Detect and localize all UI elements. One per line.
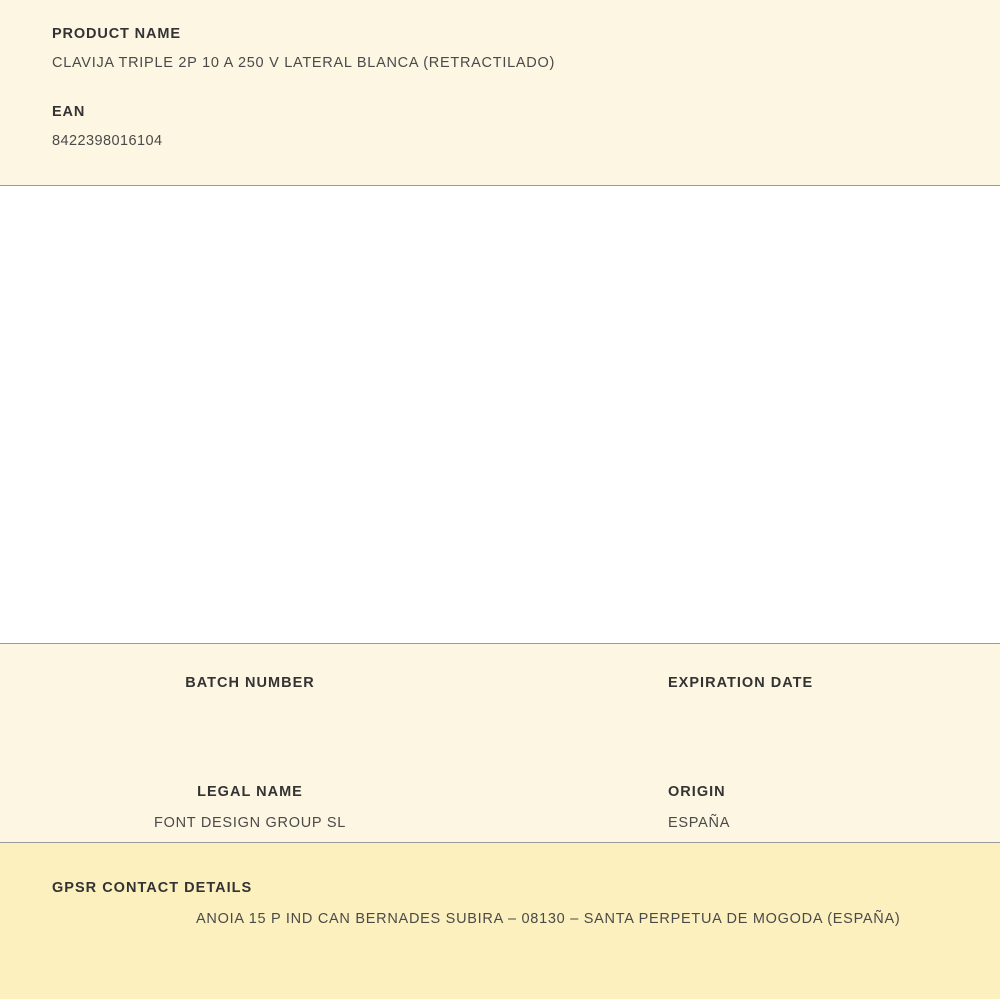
origin-label: ORIGIN <box>668 784 726 801</box>
batch-number-value <box>0 703 500 721</box>
batch-number-field <box>0 673 500 721</box>
product-image-area <box>0 186 1000 644</box>
expiration-date-field <box>500 673 1000 721</box>
gpsr-contact-block <box>0 843 1000 999</box>
legal-name-value: FONT DESIGN GROUP SL <box>153 814 347 831</box>
product-info-block <box>0 644 1000 843</box>
ean-label: EAN <box>52 103 86 120</box>
ean-field <box>0 102 1000 152</box>
expiration-date-label: EXPIRATION DATE <box>668 675 814 691</box>
product-header-block <box>0 0 1000 186</box>
gpsr-contact-value: ANOIA 15 P IND CAN BERNADES SUBIRA – 08130 – SANTA PERPETUA DE MOGODA (ESPAÑA) <box>196 911 901 928</box>
product-name-value: CLAVIJA TRIPLE 2P 10 A 250 V LATERAL BLANCA (RETRACTILADO) <box>52 55 556 72</box>
legal-name-field <box>0 782 500 833</box>
batch-number-label: BATCH NUMBER <box>185 675 315 691</box>
expiration-date-value <box>668 703 1000 721</box>
legal-name-label: LEGAL NAME <box>197 784 303 801</box>
origin-field <box>500 782 1000 833</box>
gpsr-contact-label: GPSR CONTACT DETAILS <box>52 880 253 896</box>
product-name-label: PRODUCT NAME <box>52 26 181 42</box>
legal-origin-row <box>0 721 1000 833</box>
ean-value: 8422398016104 <box>52 132 163 149</box>
product-name-field <box>0 24 1000 74</box>
origin-value: ESPAÑA <box>668 814 731 831</box>
batch-expiration-row <box>0 644 1000 721</box>
